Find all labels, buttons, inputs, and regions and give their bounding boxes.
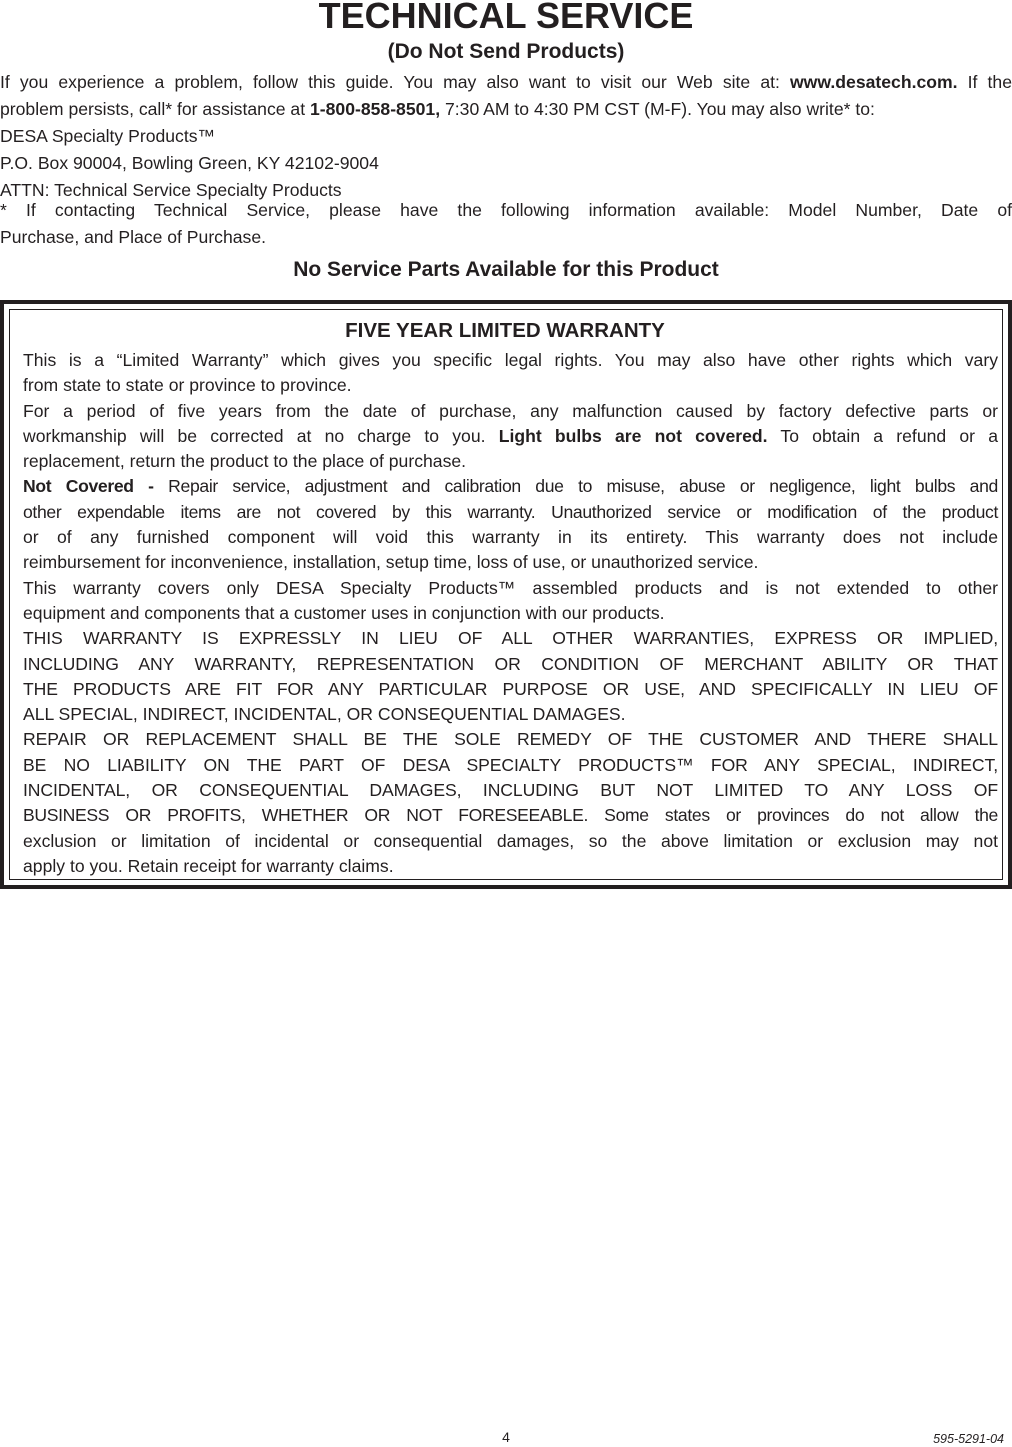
warranty-line: reimbursement for inconvenience, installation, setup time, loss of use, or unauthorized service. [23,552,759,573]
contact-note-line-2: Purchase, and Place of Purchase. [0,227,267,247]
warranty-body [23,348,998,879]
warranty-text: Some states or provinces do not allow the [588,805,998,826]
intro-text: If you experience a problem, follow this guide. You may also want to visit our Web site at: [0,72,790,92]
warranty-line: equipment and components that a customer uses in conjunction with our products. [23,602,665,623]
warranty-line [23,424,998,449]
no-parts-heading: No Service Parts Available for this Product [293,258,719,281]
warranty-line: REPAIR OR REPLACEMENT SHALL BE THE SOLE REMEDY OF THE CUSTOMER AND THERE SHALL [23,729,998,750]
warranty-line [23,803,998,828]
warranty-line: other expendable items are not covered by this warranty. Unauthorized service or modification of the product [23,501,998,522]
contact-note [0,197,1012,251]
intro-section [0,69,1012,204]
warranty-line: BE NO LIABILITY ON THE PART OF DESA SPECIALTY PRODUCTS™ FOR ANY SPECIAL, INDIRECT, [23,754,998,775]
warranty-box [0,300,1012,889]
warranty-line: This warranty covers only DESA Specialty Products™ assembled products and is not extended to other [23,577,998,598]
warranty-line: apply to you. Retain receipt for warranty claims. [23,855,394,876]
intro-text: problem persists, call* for assistance at [0,99,310,119]
warranty-line: replacement, return the product to the place of purchase. [23,451,467,472]
page-subtitle: (Do Not Send Products) [387,40,625,63]
warranty-line: INCIDENTAL, OR CONSEQUENTIAL DAMAGES, INCLUDING BUT NOT LIMITED TO ANY LOSS OF [23,780,998,801]
warranty-line: THIS WARRANTY IS EXPRESSLY IN LIEU OF ALL OTHER WARRANTIES, EXPRESS OR IMPLIED, [23,628,998,649]
address-attn: ATTN: Technical Service Specialty Products [0,180,342,200]
warranty-text: Repair service, adjustment and calibration due to misuse, abuse or negligence, light bulbs and [153,476,998,497]
warranty-line: THE PRODUCTS ARE FIT FOR ANY PARTICULAR PURPOSE OR USE, AND SPECIFICALLY IN LIEU OF [23,678,998,699]
warranty-text: workmanship will be corrected at no charge to you. [23,425,499,446]
website-link[interactable]: www.desatech.com. [790,72,958,92]
warranty-text: To obtain a refund or a [767,425,998,446]
warranty-line: from state to state or province to province. [23,375,352,396]
warranty-line [23,474,998,499]
intro-line-1 [0,69,1012,96]
warranty-line: This is a “Limited Warranty” which gives you specific legal rights. You may also have other rights which vary [23,350,998,370]
contact-note-line-1: * If contacting Technical Service, please have the following information available: Model Number, Date of [0,200,1012,220]
warranty-text: BUSINESS OR PROFITS, WHETHER OR NOT FORESEEABLE. [23,805,588,826]
warranty-line: ALL SPECIAL, INDIRECT, INCIDENTAL, OR CONSEQUENTIAL DAMAGES. [23,704,626,725]
warranty-line: For a period of five years from the date of purchase, any malfunction caused by factory defective parts or [23,400,998,421]
document-number: 595-5291-04 [933,1432,1004,1446]
bulbs-not-covered: Light bulbs are not covered. [498,425,768,446]
page-number: 4 [502,1429,510,1445]
intro-text: If the [957,72,1012,92]
warranty-line: INCLUDING ANY WARRANTY, REPRESENTATION OR CONDITION OF MERCHANT ABILITY OR THAT [23,653,998,674]
page-title: TECHNICAL SERVICE [318,0,694,36]
warranty-title: FIVE YEAR LIMITED WARRANTY [345,319,665,342]
address-street: P.O. Box 90004, Bowling Green, KY 42102-9004 [0,153,379,173]
warranty-line: or of any furnished component will void this warranty in its entirety. This warranty does not include [23,527,998,548]
address-company: DESA Specialty Products™ [0,126,216,146]
intro-text: 7:30 AM to 4:30 PM CST (M-F). You may also write* to: [440,99,875,119]
phone-number: 1-800-858-8501, [309,99,441,119]
not-covered-label: Not Covered - [23,476,154,497]
intro-line-2 [0,96,1012,123]
warranty-line: exclusion or limitation of incidental or consequential damages, so the above limitation or exclusion may not [23,830,998,851]
